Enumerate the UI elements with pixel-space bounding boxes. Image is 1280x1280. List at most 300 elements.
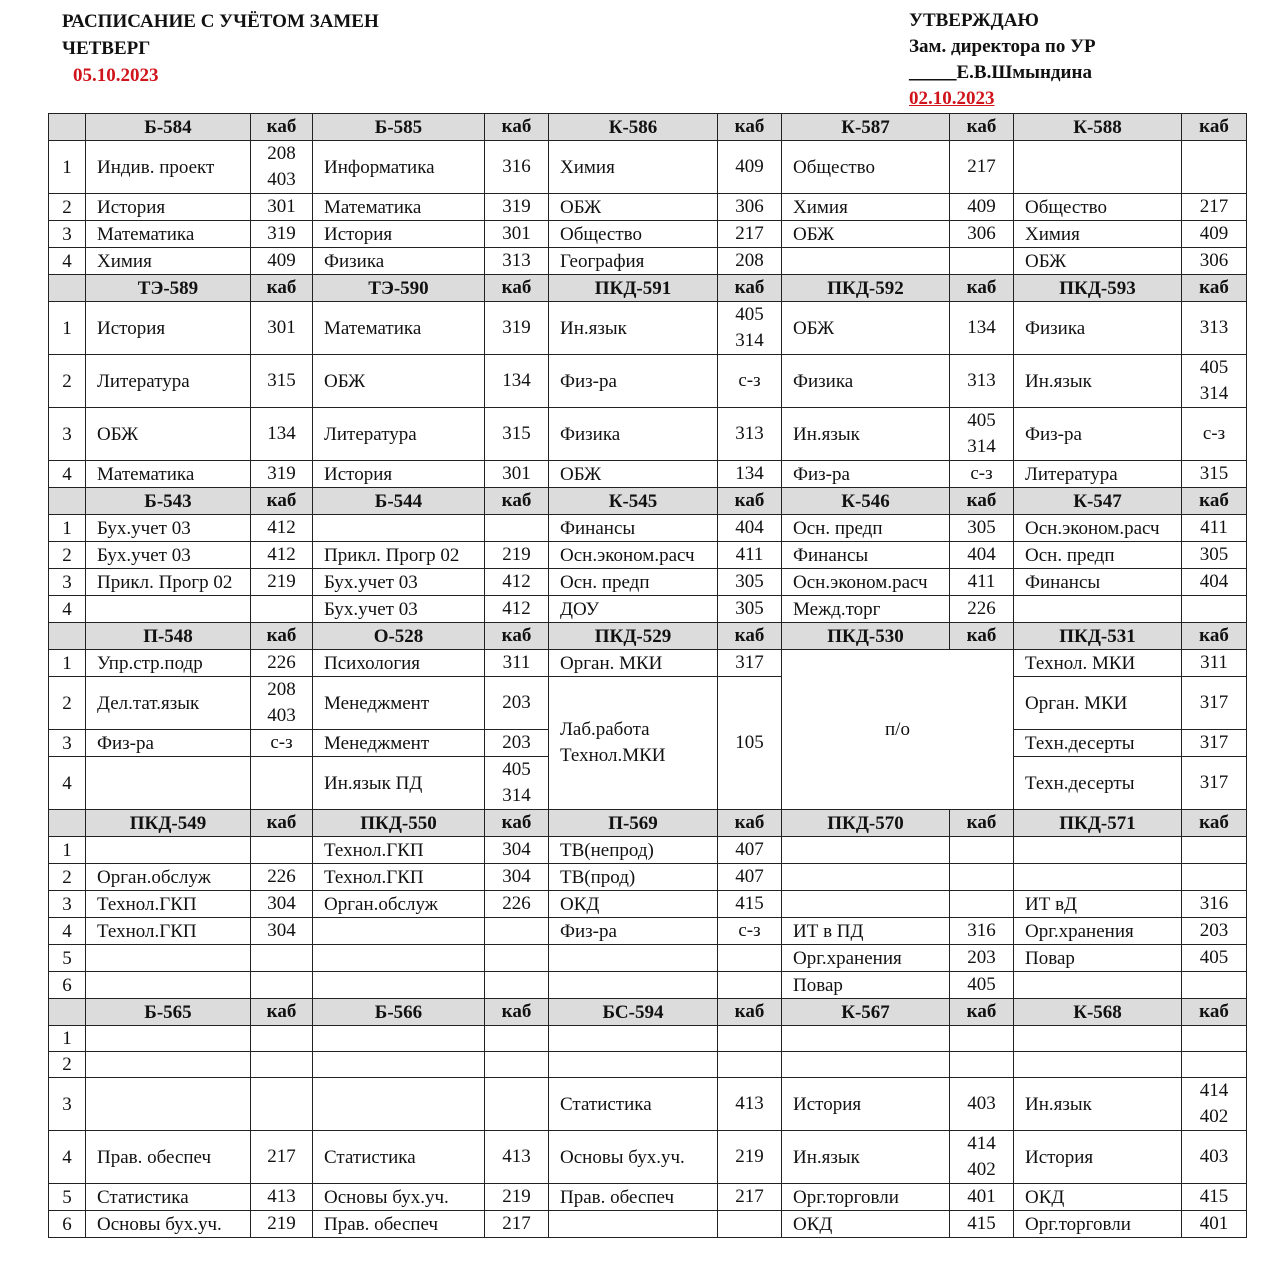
room-header: каб [251, 275, 313, 302]
room-cell: 405 [1182, 945, 1247, 972]
subject-cell: Химия [782, 194, 950, 221]
group-name: ПКД-592 [782, 275, 950, 302]
room-cell [251, 677, 313, 730]
room-cell: 305 [950, 515, 1014, 542]
subject-cell: ОКД [1014, 1184, 1182, 1211]
room-header: каб [718, 999, 782, 1026]
lesson-row [49, 650, 1247, 677]
room-cell: 219 [485, 1184, 549, 1211]
subject-cell: География [549, 248, 718, 275]
subject-cell: Математика [86, 221, 251, 248]
room-header: каб [251, 114, 313, 141]
room-cell: 412 [485, 596, 549, 623]
subject-cell: История [313, 461, 485, 488]
room-line: 403 [267, 705, 296, 726]
lesson-number: 2 [49, 355, 86, 408]
approval-date: 02.10.2023 [909, 88, 995, 109]
subject-cell: Бух.учет 03 [86, 515, 251, 542]
room-cell: 319 [251, 461, 313, 488]
room-cell: 217 [1182, 194, 1247, 221]
subject-cell: Физ-ра [549, 918, 718, 945]
group-name: К-547 [1014, 488, 1182, 515]
room-cell [485, 945, 549, 972]
room-cell: 415 [950, 1211, 1014, 1238]
room-cell: 306 [950, 221, 1014, 248]
room-header: каб [1182, 623, 1247, 650]
subject-cell: Осн.эконом.расч [782, 569, 950, 596]
subject-cell [782, 891, 950, 918]
group-name: ТЭ-589 [86, 275, 251, 302]
subject-cell [782, 1052, 950, 1078]
lesson-number: 1 [49, 1026, 86, 1052]
group-name: П-548 [86, 623, 251, 650]
room-cell: 403 [950, 1078, 1014, 1131]
subject-cell [549, 945, 718, 972]
room-line: Технол.МКИ [560, 745, 666, 766]
room-cell [1182, 864, 1247, 891]
group-name: ПКД-593 [1014, 275, 1182, 302]
room-header: каб [485, 275, 549, 302]
subject-cell [86, 972, 251, 999]
group-name: К-587 [782, 114, 950, 141]
subject-cell: Общество [549, 221, 718, 248]
room-cell: 217 [485, 1211, 549, 1238]
lesson-row [49, 891, 1247, 918]
subject-cell: Осн. предп [549, 569, 718, 596]
group-name: ПКД-549 [86, 810, 251, 837]
group-name: К-546 [782, 488, 950, 515]
group-header-blank [49, 810, 86, 837]
header-left [62, 8, 379, 89]
room-cell [251, 1052, 313, 1078]
subject-cell: История [782, 1078, 950, 1131]
subject-cell: Осн.эконом.расч [1014, 515, 1182, 542]
subject-cell: Индив. проект [86, 141, 251, 194]
lesson-row [49, 194, 1247, 221]
room-cell: 305 [1182, 542, 1247, 569]
room-line: 405 [735, 304, 764, 325]
room-cell: 301 [251, 194, 313, 221]
room-header: каб [1182, 114, 1247, 141]
room-cell: 315 [1182, 461, 1247, 488]
lesson-number: 1 [49, 515, 86, 542]
room-cell: 404 [950, 542, 1014, 569]
room-cell [251, 596, 313, 623]
subject-cell: Финансы [549, 515, 718, 542]
room-cell [950, 864, 1014, 891]
lesson-row [49, 542, 1247, 569]
room-cell: 217 [718, 1184, 782, 1211]
room-header: каб [485, 999, 549, 1026]
lesson-row [49, 837, 1247, 864]
group-name: Б-585 [313, 114, 485, 141]
room-cell [485, 515, 549, 542]
room-cell [485, 1052, 549, 1078]
subject-cell: История [1014, 1131, 1182, 1184]
subject-cell [313, 972, 485, 999]
lesson-number: 5 [49, 945, 86, 972]
room-cell: 319 [485, 194, 549, 221]
room-header: каб [718, 275, 782, 302]
subject-cell: Физика [782, 355, 950, 408]
subject-cell: Статистика [549, 1078, 718, 1131]
room-cell: 226 [950, 596, 1014, 623]
group-name: К-567 [782, 999, 950, 1026]
lesson-row [49, 1052, 1247, 1078]
subject-cell: Орг.торговли [782, 1184, 950, 1211]
lesson-row [49, 515, 1247, 542]
subject-cell: Дел.тат.язык [86, 677, 251, 730]
room-cell: с-з [718, 355, 782, 408]
room-header: каб [485, 623, 549, 650]
room-cell [251, 1026, 313, 1052]
room-cell [485, 1026, 549, 1052]
group-name: К-588 [1014, 114, 1182, 141]
subject-cell [782, 864, 950, 891]
subject-cell: Технол.ГКП [313, 864, 485, 891]
room-cell: с-з [1182, 408, 1247, 461]
subject-cell [313, 1078, 485, 1131]
subject-cell: Бух.учет 03 [86, 542, 251, 569]
subject-cell: Техн.десерты [1014, 730, 1182, 757]
room-cell: 203 [1182, 918, 1247, 945]
subject-cell: История [86, 194, 251, 221]
group-name: Б-543 [86, 488, 251, 515]
group-header-row [49, 999, 1247, 1026]
subject-cell: История [86, 302, 251, 355]
subject-cell [1014, 596, 1182, 623]
room-cell [718, 1211, 782, 1238]
subject-cell [86, 945, 251, 972]
room-header: каб [950, 114, 1014, 141]
subject-cell: ОБЖ [782, 302, 950, 355]
room-header: каб [251, 810, 313, 837]
group-header-blank [49, 275, 86, 302]
group-name: К-545 [549, 488, 718, 515]
lesson-number: 4 [49, 461, 86, 488]
room-cell: 404 [1182, 569, 1247, 596]
subject-cell: ДОУ [549, 596, 718, 623]
group-name: ПКД-530 [782, 623, 950, 650]
subject-cell: Математика [86, 461, 251, 488]
room-cell: 411 [1182, 515, 1247, 542]
schedule-table [48, 113, 1247, 1238]
room-cell: 317 [1182, 730, 1247, 757]
subject-cell: Орган.обслуж [313, 891, 485, 918]
merged-room: 105 [718, 677, 782, 810]
room-line: Лаб.работа [560, 719, 650, 740]
room-cell [251, 757, 313, 810]
room-line: 414 [967, 1133, 996, 1154]
lesson-number: 2 [49, 194, 86, 221]
room-cell [950, 1026, 1014, 1052]
lesson-number: 3 [49, 1078, 86, 1131]
room-header: каб [251, 488, 313, 515]
room-cell: 316 [950, 918, 1014, 945]
subject-cell: ОБЖ [86, 408, 251, 461]
room-cell [950, 837, 1014, 864]
room-header: каб [950, 488, 1014, 515]
room-cell [251, 1078, 313, 1131]
approver-name: Е.В.Шмындина [956, 62, 1092, 83]
room-cell: 226 [485, 891, 549, 918]
subject-cell: Прав. обеспеч [86, 1131, 251, 1184]
approver-position: Зам. директора по УР [909, 36, 1096, 57]
group-name: Б-544 [313, 488, 485, 515]
room-cell [950, 248, 1014, 275]
lesson-row [49, 1026, 1247, 1052]
room-cell: 219 [251, 1211, 313, 1238]
room-cell: 134 [251, 408, 313, 461]
subject-cell: Орган.обслуж [86, 864, 251, 891]
lesson-row [49, 918, 1247, 945]
room-header: каб [485, 488, 549, 515]
schedule-date: 05.10.2023 [73, 65, 159, 86]
subject-cell [86, 837, 251, 864]
subject-cell [1014, 837, 1182, 864]
subject-cell [86, 757, 251, 810]
room-cell: 411 [950, 569, 1014, 596]
subject-cell: Основы бух.уч. [549, 1131, 718, 1184]
subject-cell: Прав. обеспеч [313, 1211, 485, 1238]
subject-cell: Общество [782, 141, 950, 194]
room-cell: 304 [251, 918, 313, 945]
room-cell [718, 972, 782, 999]
room-cell: 317 [718, 650, 782, 677]
group-header-blank [49, 488, 86, 515]
room-cell [1182, 972, 1247, 999]
room-line: 405 [502, 759, 531, 780]
lesson-row [49, 677, 1247, 730]
group-header-row [49, 623, 1247, 650]
subject-cell [1014, 972, 1182, 999]
room-cell [251, 945, 313, 972]
room-header: каб [950, 623, 1014, 650]
subject-cell: Физика [549, 408, 718, 461]
room-header: каб [251, 623, 313, 650]
subject-cell [782, 248, 950, 275]
room-cell: 409 [251, 248, 313, 275]
subject-cell: Упр.стр.подр [86, 650, 251, 677]
subject-cell: Статистика [86, 1184, 251, 1211]
subject-cell [86, 1052, 251, 1078]
room-cell: 304 [485, 864, 549, 891]
subject-cell: Менеджмент [313, 730, 485, 757]
schedule-title: РАСПИСАНИЕ С УЧЁТОМ ЗАМЕН [62, 11, 379, 32]
subject-cell [313, 945, 485, 972]
lesson-number: 2 [49, 864, 86, 891]
room-header: каб [1182, 488, 1247, 515]
group-name: ПКД-591 [549, 275, 718, 302]
room-cell: 315 [251, 355, 313, 408]
group-name: К-568 [1014, 999, 1182, 1026]
room-cell [1182, 1078, 1247, 1131]
room-line: 405 [1199, 357, 1229, 378]
lesson-number: 3 [49, 408, 86, 461]
room-cell: 306 [718, 194, 782, 221]
group-header-row [49, 488, 1247, 515]
subject-cell: Прав. обеспеч [549, 1184, 718, 1211]
subject-cell: ОБЖ [549, 461, 718, 488]
room-cell: 217 [718, 221, 782, 248]
room-header: каб [485, 114, 549, 141]
subject-cell: Основы бух.уч. [86, 1211, 251, 1238]
room-cell: 413 [251, 1184, 313, 1211]
subject-cell [782, 1026, 950, 1052]
group-name: ПКД-529 [549, 623, 718, 650]
lesson-row [49, 355, 1247, 408]
room-cell: 311 [1182, 650, 1247, 677]
subject-cell: Общество [1014, 194, 1182, 221]
room-cell [1182, 1052, 1247, 1078]
subject-cell: Повар [1014, 945, 1182, 972]
room-line: 402 [967, 1159, 996, 1180]
room-cell: 409 [718, 141, 782, 194]
subject-cell: Финансы [1014, 569, 1182, 596]
subject-cell: Менеджмент [313, 677, 485, 730]
room-cell: 316 [485, 141, 549, 194]
subject-cell: Статистика [313, 1131, 485, 1184]
subject-cell: Технол.ГКП [313, 837, 485, 864]
lesson-number: 3 [49, 891, 86, 918]
room-cell: 411 [718, 542, 782, 569]
room-cell: 413 [485, 1131, 549, 1184]
room-cell: 203 [950, 945, 1014, 972]
group-name: ТЭ-590 [313, 275, 485, 302]
subject-cell: Ин.язык [782, 408, 950, 461]
room-cell: 415 [718, 891, 782, 918]
subject-cell [549, 1052, 718, 1078]
subject-cell: Литература [313, 408, 485, 461]
room-cell: 412 [251, 542, 313, 569]
subject-cell: ОБЖ [782, 221, 950, 248]
lesson-number: 1 [49, 302, 86, 355]
subject-cell: Технол. МКИ [1014, 650, 1182, 677]
signature-line: _____ [909, 62, 957, 83]
approval-block [909, 8, 1096, 112]
room-header: каб [718, 114, 782, 141]
room-cell: 315 [485, 408, 549, 461]
room-cell [1182, 355, 1247, 408]
room-cell [950, 1131, 1014, 1184]
lesson-number: 1 [49, 650, 86, 677]
lesson-row [49, 1211, 1247, 1238]
subject-cell: Литература [86, 355, 251, 408]
subject-cell: ОКД [782, 1211, 950, 1238]
subject-cell: Физика [1014, 302, 1182, 355]
subject-cell: Основы бух.уч. [313, 1184, 485, 1211]
room-cell [485, 972, 549, 999]
lesson-row [49, 972, 1247, 999]
subject-cell: Ин.язык ПД [313, 757, 485, 810]
subject-cell: Информатика [313, 141, 485, 194]
room-cell: 305 [718, 596, 782, 623]
subject-cell: Орган. МКИ [1014, 677, 1182, 730]
room-cell: 316 [1182, 891, 1247, 918]
lesson-number: 1 [49, 837, 86, 864]
lesson-number: 4 [49, 918, 86, 945]
subject-cell [1014, 864, 1182, 891]
room-cell [251, 972, 313, 999]
lesson-row [49, 302, 1247, 355]
lesson-row [49, 221, 1247, 248]
lesson-number: 1 [49, 141, 86, 194]
subject-cell: Физ-ра [1014, 408, 1182, 461]
room-cell [485, 757, 549, 810]
subject-cell: Орг.хранения [1014, 918, 1182, 945]
group-header-blank [49, 999, 86, 1026]
room-cell: 301 [251, 302, 313, 355]
room-cell [718, 1026, 782, 1052]
subject-cell [86, 1078, 251, 1131]
room-header: каб [950, 810, 1014, 837]
room-cell: 401 [950, 1184, 1014, 1211]
room-header: каб [718, 623, 782, 650]
subject-cell: Химия [86, 248, 251, 275]
group-header-row [49, 114, 1247, 141]
subject-cell: ОБЖ [1014, 248, 1182, 275]
room-cell: 319 [251, 221, 313, 248]
subject-cell [549, 972, 718, 999]
lesson-row [49, 248, 1247, 275]
room-cell: 311 [485, 650, 549, 677]
lesson-row [49, 596, 1247, 623]
lesson-number: 2 [49, 542, 86, 569]
lesson-row [49, 864, 1247, 891]
room-cell [1182, 1026, 1247, 1052]
room-line: 405 [967, 410, 996, 431]
room-header: каб [485, 810, 549, 837]
room-cell: 409 [1182, 221, 1247, 248]
room-line: 402 [1199, 1106, 1229, 1127]
room-cell: 407 [718, 837, 782, 864]
subject-cell: Межд.торг [782, 596, 950, 623]
subject-cell [1014, 141, 1182, 194]
group-header-blank [49, 114, 86, 141]
room-header: каб [1182, 999, 1247, 1026]
lesson-number: 2 [49, 677, 86, 730]
room-cell: 313 [950, 355, 1014, 408]
group-name: П-569 [549, 810, 718, 837]
room-cell: 219 [718, 1131, 782, 1184]
subject-cell: Осн. предп [1014, 542, 1182, 569]
group-name: Б-584 [86, 114, 251, 141]
subject-cell: Технол.ГКП [86, 918, 251, 945]
room-header: каб [251, 999, 313, 1026]
subject-cell: Техн.десерты [1014, 757, 1182, 810]
room-cell [718, 302, 782, 355]
subject-cell: Физ-ра [549, 355, 718, 408]
lesson-number: 3 [49, 221, 86, 248]
lesson-row [49, 408, 1247, 461]
room-cell: 409 [950, 194, 1014, 221]
room-line: 314 [502, 785, 531, 806]
room-cell [1182, 837, 1247, 864]
room-cell: с-з [251, 730, 313, 757]
subject-cell: ОБЖ [549, 194, 718, 221]
lesson-row [49, 1184, 1247, 1211]
room-cell: с-з [718, 918, 782, 945]
subject-cell: Ин.язык [782, 1131, 950, 1184]
room-cell: 412 [485, 569, 549, 596]
room-cell: 301 [485, 221, 549, 248]
practice-cell: п/о [782, 650, 1014, 810]
group-header-row [49, 275, 1247, 302]
room-cell: 313 [1182, 302, 1247, 355]
room-cell: 306 [1182, 248, 1247, 275]
room-cell: 304 [251, 891, 313, 918]
group-name: ПКД-550 [313, 810, 485, 837]
